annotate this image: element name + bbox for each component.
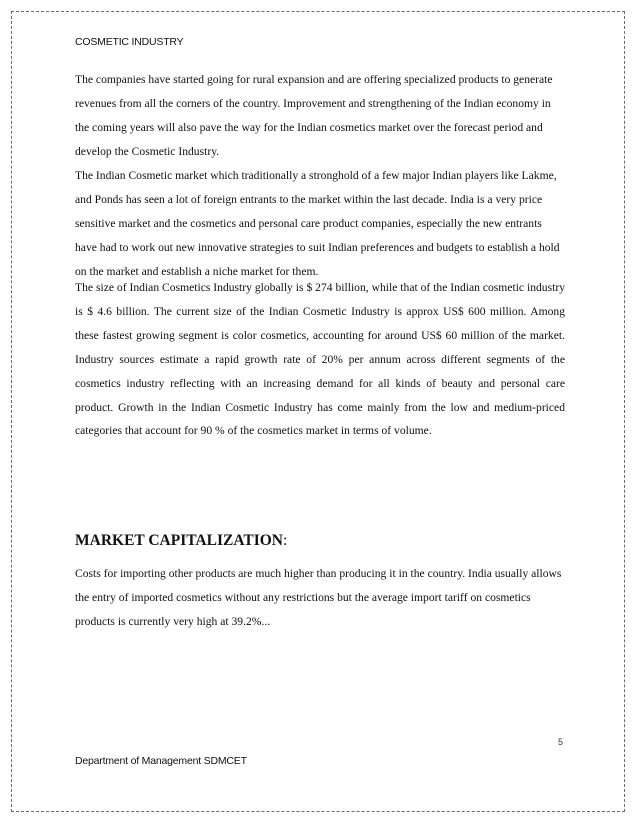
paragraph-indian-market: The Indian Cosmetic market which traditionally a stronghold of a few major Indian players like Lakme, and Ponds has seen a lot of foreign entrants to the market within the last decade. India is a very price sensitive market and the cosmetics and personal care product companies, especially the new entrants have had to work out new innovative strategies to suit Indian preferences and budgets to establish a hold on the market and establish a niche market for them. [75,169,560,278]
section-heading-text: MARKET CAPITALIZATION [75,532,283,549]
page-header: COSMETIC INDUSTRY [75,36,184,48]
page-number: 5 [558,737,564,747]
paragraph-rural-expansion: The companies have started going for rural expansion and are offering specialized products to generate revenues from all the corners of the country. Improvement and strengthening of the Indian economy in the coming years will also pave the way for the Indian cosmetics market over the forecast period and develop the Cosmetic Industry. [75,73,553,158]
page-footer: Department of Management SDMCET [75,755,247,767]
paragraph-market-capitalization: Costs for importing other products are much higher than producing it in the country. India usually allows the entry of imported cosmetics without any restrictions but the average import tariff on cosmetics products is currently very high at 39.2%... [75,567,562,628]
paragraph-market-size: The size of Indian Cosmetics Industry globally is $ 274 billion, while that of the Indian cosmetic industry is $ 4.6 billion. The current size of the Indian Cosmetic Industry is approx US$ 600 million. Among these fastest growing segment is color cosmetics, accounting for around US$ 60 million of the market. Industry sources estimate a rapid growth rate of 20% per annum across different segments of the cosmetics industry reflecting with an increasing demand for all kinds of beauty and personal care product. Growth in the Indian Cosmetic Industry has come mainly from the low and medium-priced categories that account for 90 % of the cosmetics market in terms of volume. [75,281,565,438]
section-heading-colon: : [283,532,288,549]
section-heading [75,532,287,550]
